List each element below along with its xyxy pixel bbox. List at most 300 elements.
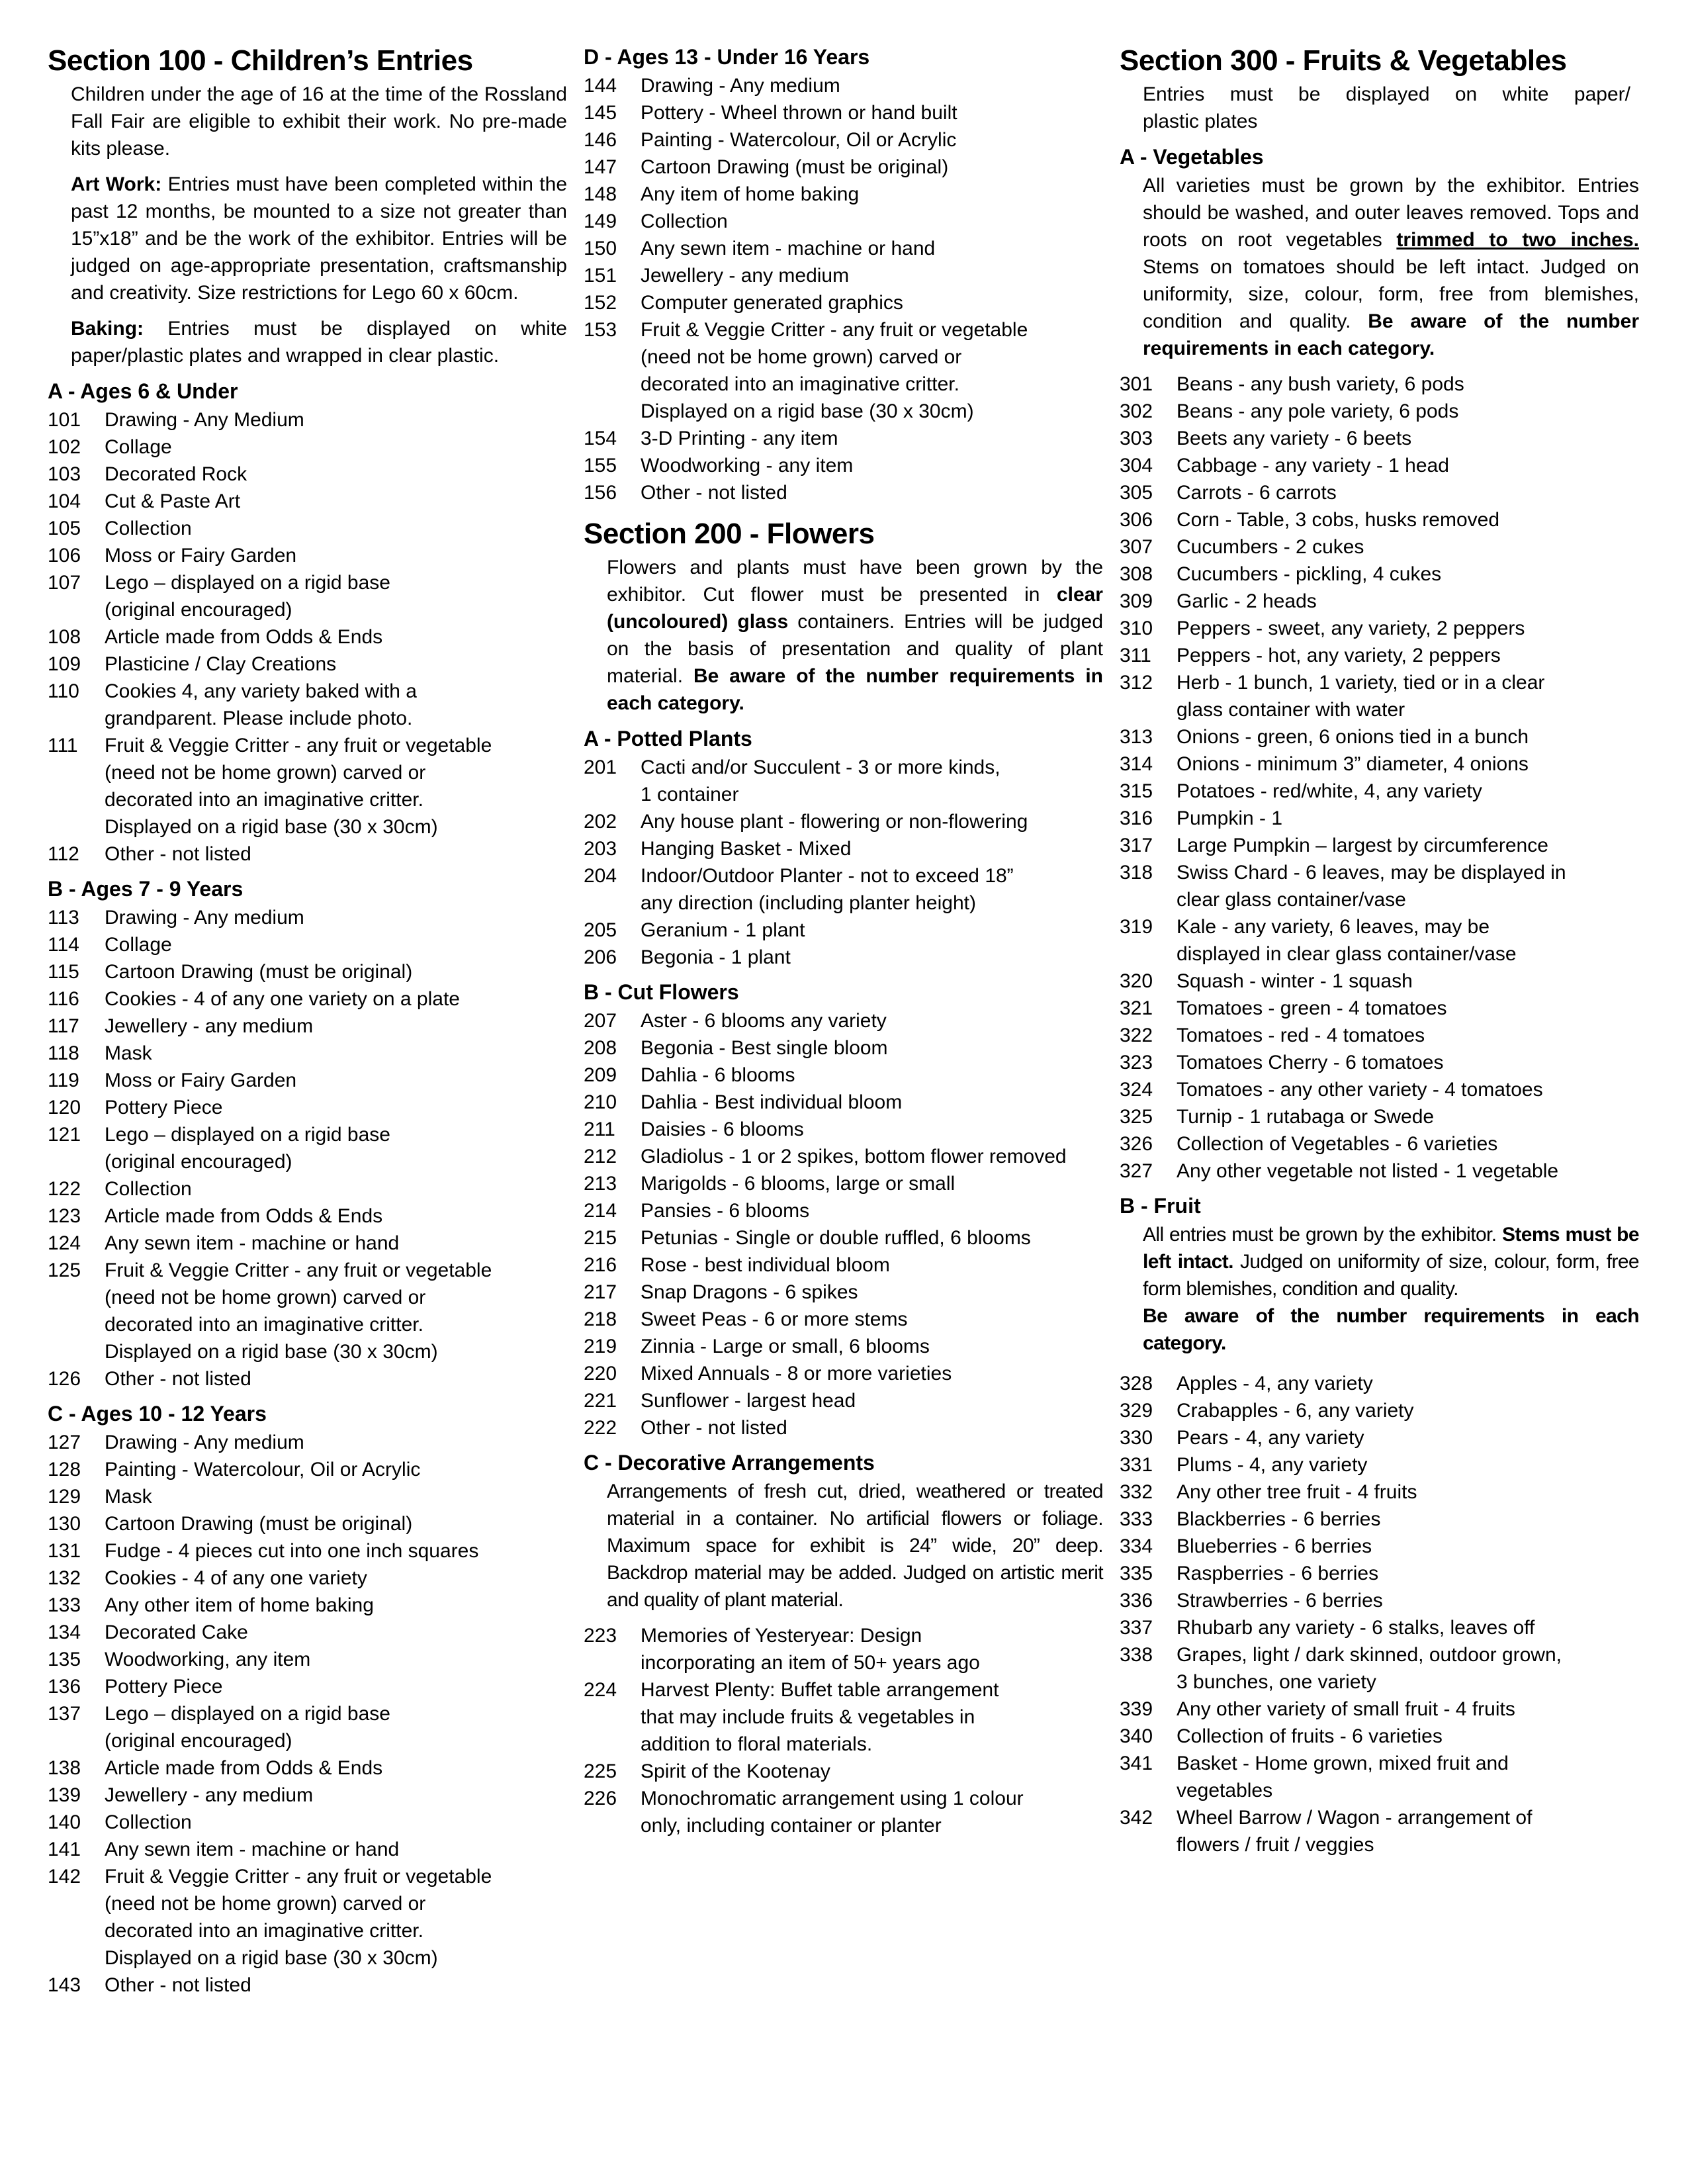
catalog-item <box>584 1170 1103 1197</box>
catalog-item <box>48 1230 567 1257</box>
item-text: Collection of Vegetables - 6 varieties <box>1177 1133 1498 1155</box>
catalog-item <box>1120 995 1639 1022</box>
catalog-item <box>1120 1130 1639 1158</box>
item-number: 116 <box>48 988 79 1010</box>
item-number: 136 <box>48 1676 81 1698</box>
item-number: 209 <box>584 1064 617 1086</box>
catalog-item <box>48 406 567 433</box>
item-list <box>48 1429 567 1999</box>
paragraph-run: Stems must be left intact. <box>1143 1224 1639 1273</box>
catalog-item <box>584 1785 1103 1839</box>
item-number: 150 <box>584 238 617 259</box>
item-text: Cartoon Drawing (must be original) <box>105 1513 413 1535</box>
item-number: 342 <box>1120 1807 1153 1829</box>
item-text: Dahlia - Best individual bloom <box>641 1091 903 1113</box>
paragraph-run: Stems on tomatoes should be left intact. Judged on uniformity, size, colour, form, free from blemishes, condition and quality. <box>1143 256 1639 332</box>
item-number: 310 <box>1120 617 1153 639</box>
item-list <box>48 904 567 1392</box>
catalog-item <box>48 1365 567 1392</box>
item-number: 125 <box>48 1259 81 1281</box>
catalog-item <box>584 479 1103 506</box>
item-number: 308 <box>1120 563 1153 585</box>
paragraph-run: clear (uncoloured) glass <box>607 584 1103 633</box>
item-list <box>1120 1370 1639 1858</box>
paragraph <box>1120 81 1639 135</box>
paragraph-run: Children under the age of 16 at the time of the Rossland Fall Fair are eligible to exhibit their work. No pre-made kits please. <box>71 83 567 159</box>
item-text: Mask <box>105 1486 152 1508</box>
item-text: Tomatoes Cherry - 6 tomatoes <box>1177 1052 1444 1073</box>
catalog-item <box>584 754 1103 808</box>
item-number: 112 <box>48 843 79 865</box>
item-number: 143 <box>48 1974 81 1996</box>
item-number: 306 <box>1120 509 1153 531</box>
item-number: 305 <box>1120 482 1153 504</box>
catalog-item <box>48 1836 567 1863</box>
item-text: Cut & Paste Art <box>105 490 241 512</box>
catalog-item <box>1120 452 1639 479</box>
item-number: 337 <box>1120 1617 1153 1639</box>
item-number: 211 <box>584 1118 615 1140</box>
paragraph-run: plastic plates <box>1143 111 1258 132</box>
catalog-item <box>1120 1451 1639 1479</box>
item-text: Cartoon Drawing (must be original) <box>641 156 949 178</box>
item-text: Strawberries - 6 berries <box>1177 1590 1383 1612</box>
catalog-item <box>584 1116 1103 1143</box>
item-number: 338 <box>1120 1644 1153 1666</box>
item-text: Collection <box>105 1811 192 1833</box>
item-number: 215 <box>584 1227 617 1249</box>
item-text: Wheel Barrow / Wagon - arrangement of flowers / fruit / veggies <box>1177 1807 1533 1856</box>
item-text: Plasticine / Clay Creations <box>105 653 337 675</box>
catalog-item <box>1120 1750 1639 1804</box>
item-text: Cucumbers - pickling, 4 cukes <box>1177 563 1442 585</box>
item-number: 313 <box>1120 726 1153 748</box>
item-number: 330 <box>1120 1427 1153 1449</box>
item-text: Lego – displayed on a rigid base (original encouraged) <box>105 572 390 621</box>
item-text: Other - not listed <box>105 1974 251 1996</box>
catalog-item <box>48 1121 567 1175</box>
catalog-item <box>48 1592 567 1619</box>
item-text: Any other tree fruit - 4 fruits <box>1177 1481 1417 1503</box>
catalog-item <box>584 1758 1103 1785</box>
catalog-item <box>48 488 567 515</box>
item-text: Cacti and/or Succulent - 3 or more kinds, 1 container <box>641 756 1001 805</box>
item-number: 117 <box>48 1015 79 1037</box>
item-text: Article made from Odds & Ends <box>105 626 383 648</box>
item-number: 145 <box>584 102 617 124</box>
item-text: Potatoes - red/white, 4, any variety <box>1177 780 1482 802</box>
category-heading: D - Ages 13 - Under 16 Years <box>584 45 870 69</box>
item-number: 303 <box>1120 428 1153 449</box>
item-text: Swiss Chard - 6 leaves, may be displayed in clear glass container/vase <box>1177 862 1566 911</box>
item-text: Tomatoes - any other variety - 4 tomatoes <box>1177 1079 1543 1101</box>
item-number: 153 <box>584 319 617 341</box>
catalog-item <box>1120 1560 1639 1587</box>
catalog-item <box>48 542 567 569</box>
item-number: 118 <box>48 1042 79 1064</box>
paragraph-run: Baking: <box>71 318 168 340</box>
item-text: Peppers - hot, any variety, 2 peppers <box>1177 645 1501 666</box>
item-number: 203 <box>584 838 617 860</box>
item-number: 156 <box>584 482 617 504</box>
catalog-item <box>48 1537 567 1565</box>
item-number: 314 <box>1120 753 1153 775</box>
catalog-item <box>1120 1479 1639 1506</box>
item-number: 205 <box>584 919 617 941</box>
paragraph-run: All entries must be grown by the exhibitor. <box>1143 1224 1502 1246</box>
catalog-item <box>584 1622 1103 1676</box>
item-number: 312 <box>1120 672 1153 694</box>
item-number: 134 <box>48 1621 81 1643</box>
catalog-item <box>48 1040 567 1067</box>
paragraph <box>48 171 567 306</box>
paragraph <box>1120 1221 1639 1357</box>
item-text: Turnip - 1 rutabaga or Swede <box>1177 1106 1435 1128</box>
item-text: Fruit & Veggie Critter - any fruit or vegetable (need not be home grown) carved or decorated into an imaginative critter. Displayed on a rigid base (30 x 30cm) <box>105 735 492 838</box>
category-heading: C - Ages 10 - 12 Years <box>48 1402 267 1426</box>
catalog-item <box>1120 1696 1639 1723</box>
item-list <box>584 1007 1103 1441</box>
item-text: Rose - best individual bloom <box>641 1254 890 1276</box>
catalog-item <box>1120 1370 1639 1397</box>
item-text: Blueberries - 6 berries <box>1177 1535 1372 1557</box>
item-text: Aster - 6 blooms any variety <box>641 1010 887 1032</box>
catalog-item <box>584 1062 1103 1089</box>
item-number: 122 <box>48 1178 81 1200</box>
catalog-item <box>48 1972 567 1999</box>
item-text: Pottery Piece <box>105 1097 223 1118</box>
item-number: 149 <box>584 210 617 232</box>
catalog-item <box>48 931 567 958</box>
paragraph <box>1120 172 1639 362</box>
catalog-item <box>48 678 567 732</box>
item-text: Blackberries - 6 berries <box>1177 1508 1381 1530</box>
item-text: Snap Dragons - 6 spikes <box>641 1281 858 1303</box>
item-number: 316 <box>1120 807 1153 829</box>
item-number: 307 <box>1120 536 1153 558</box>
item-number: 147 <box>584 156 617 178</box>
item-number: 220 <box>584 1363 617 1385</box>
catalog-item <box>584 1034 1103 1062</box>
item-text: Spirit of the Kootenay <box>641 1760 830 1782</box>
item-text: Squash - winter - 1 squash <box>1177 970 1413 992</box>
item-text: Any other vegetable not listed - 1 vegetable <box>1177 1160 1559 1182</box>
catalog-item <box>48 1809 567 1836</box>
category-heading: C - Decorative Arrangements <box>584 1451 875 1475</box>
item-text: Other - not listed <box>641 1417 787 1439</box>
item-text: Geranium - 1 plant <box>641 919 805 941</box>
item-number: 213 <box>584 1173 617 1195</box>
item-text: Monochromatic arrangement using 1 colour only, including container or planter <box>641 1788 1024 1837</box>
catalog-item <box>48 1456 567 1483</box>
catalog-item <box>48 569 567 623</box>
category-heading: A - Potted Plants <box>584 727 752 751</box>
item-text: Plums - 4, any variety <box>1177 1454 1368 1476</box>
item-number: 326 <box>1120 1133 1153 1155</box>
item-number: 126 <box>48 1368 81 1390</box>
item-number: 206 <box>584 946 617 968</box>
catalog-item <box>1120 425 1639 452</box>
item-number: 331 <box>1120 1454 1153 1476</box>
catalog-item <box>48 515 567 542</box>
item-number: 216 <box>584 1254 617 1276</box>
catalog-item <box>48 904 567 931</box>
catalog-item <box>48 1646 567 1673</box>
item-text: Begonia - 1 plant <box>641 946 791 968</box>
category-heading: B - Fruit <box>1120 1194 1201 1218</box>
catalog-item <box>584 1306 1103 1333</box>
catalog-item <box>584 1251 1103 1279</box>
category-heading: A - Vegetables <box>1120 145 1264 169</box>
catalog-item <box>1120 1614 1639 1641</box>
item-number: 219 <box>584 1336 617 1357</box>
item-number: 128 <box>48 1459 81 1480</box>
catalog-item <box>584 316 1103 425</box>
item-number: 302 <box>1120 400 1153 422</box>
item-number: 127 <box>48 1432 81 1453</box>
catalog-item <box>1120 832 1639 859</box>
item-number: 133 <box>48 1594 81 1616</box>
paragraph <box>48 315 567 369</box>
catalog-item <box>1120 1049 1639 1076</box>
catalog-item <box>1120 479 1639 506</box>
item-text: Marigolds - 6 blooms, large or small <box>641 1173 956 1195</box>
column-3 <box>1120 44 1639 1999</box>
catalog-item <box>1120 615 1639 642</box>
item-text: Raspberries - 6 berries <box>1177 1563 1379 1584</box>
item-text: Crabapples - 6, any variety <box>1177 1400 1414 1422</box>
item-text: Moss or Fairy Garden <box>105 1069 297 1091</box>
item-number: 104 <box>48 490 81 512</box>
item-text: Apples - 4, any variety <box>1177 1373 1373 1394</box>
item-list <box>584 754 1103 971</box>
item-text: Sunflower - largest head <box>641 1390 856 1412</box>
catalog-item <box>1120 533 1639 561</box>
paragraph-run: containers. Entries will be judged on the basis of presentation and quality of plant material. <box>607 611 1103 687</box>
item-text: Article made from Odds & Ends <box>105 1205 383 1227</box>
item-text: 3-D Printing - any item <box>641 428 838 449</box>
item-text: Moss or Fairy Garden <box>105 545 297 567</box>
item-text: Sweet Peas - 6 or more stems <box>641 1308 908 1330</box>
catalog-item <box>584 181 1103 208</box>
item-number: 311 <box>1120 645 1151 666</box>
paragraph-run: Flowers and plants must have been grown by the exhibitor. Cut flower must be presented in <box>607 557 1103 606</box>
item-number: 322 <box>1120 1024 1153 1046</box>
catalog-item <box>1120 1424 1639 1451</box>
item-number: 222 <box>584 1417 617 1439</box>
item-number: 217 <box>584 1281 617 1303</box>
catalog-item <box>1120 398 1639 425</box>
catalog-item <box>584 235 1103 262</box>
item-text: Cookies - 4 of any one variety <box>105 1567 367 1589</box>
item-text: Daisies - 6 blooms <box>641 1118 804 1140</box>
item-number: 223 <box>584 1625 617 1647</box>
item-number: 105 <box>48 518 81 539</box>
item-text: Any item of home baking <box>641 183 860 205</box>
catalog-item <box>48 1619 567 1646</box>
catalog-item <box>1120 859 1639 913</box>
catalog-item <box>48 841 567 868</box>
item-text: Tomatoes - green - 4 tomatoes <box>1177 997 1447 1019</box>
item-text: Petunias - Single or double ruffled, 6 blooms <box>641 1227 1031 1249</box>
item-text: Mask <box>105 1042 152 1064</box>
catalog-item <box>1120 506 1639 533</box>
item-number: 137 <box>48 1703 81 1725</box>
catalog-item <box>584 1333 1103 1360</box>
catalog-item <box>584 1197 1103 1224</box>
catalog-item <box>48 623 567 651</box>
item-number: 108 <box>48 626 81 648</box>
catalog-item <box>584 262 1103 289</box>
catalog-item <box>48 1700 567 1754</box>
item-text: Computer generated graphics <box>641 292 903 314</box>
item-number: 210 <box>584 1091 617 1113</box>
item-number: 340 <box>1120 1725 1153 1747</box>
item-text: Woodworking, any item <box>105 1649 311 1670</box>
item-number: 318 <box>1120 862 1153 884</box>
item-number: 120 <box>48 1097 81 1118</box>
item-number: 319 <box>1120 916 1153 938</box>
catalog-item <box>1120 723 1639 751</box>
item-text: Other - not listed <box>641 482 787 504</box>
catalog-item <box>48 985 567 1013</box>
item-text: Collage <box>105 934 172 956</box>
item-text: Pumpkin - 1 <box>1177 807 1283 829</box>
catalog-item <box>584 917 1103 944</box>
item-text: Jewellery - any medium <box>105 1015 314 1037</box>
item-text: Cabbage - any variety - 1 head <box>1177 455 1449 477</box>
item-text: Zinnia - Large or small, 6 blooms <box>641 1336 930 1357</box>
item-number: 102 <box>48 436 81 458</box>
catalog-item <box>1120 1022 1639 1049</box>
paragraph-run: trimmed to two inches. <box>1396 229 1639 251</box>
item-text: Other - not listed <box>105 1368 251 1390</box>
section-title: Section 300 - Fruits & Vegetables <box>1120 44 1567 77</box>
item-number: 325 <box>1120 1106 1153 1128</box>
paragraph <box>48 81 567 162</box>
item-number: 304 <box>1120 455 1153 477</box>
item-text: Any sewn item - machine or hand <box>105 1232 400 1254</box>
item-number: 146 <box>584 129 617 151</box>
item-number: 106 <box>48 545 81 567</box>
item-number: 129 <box>48 1486 81 1508</box>
catalog-item <box>1120 1641 1639 1696</box>
item-number: 202 <box>584 811 617 833</box>
catalog-item <box>584 944 1103 971</box>
catalog-item <box>1120 1804 1639 1858</box>
item-number: 140 <box>48 1811 81 1833</box>
item-text: Any sewn item - machine or hand <box>641 238 936 259</box>
item-number: 329 <box>1120 1400 1153 1422</box>
item-text: Cookies - 4 of any one variety on a plate <box>105 988 460 1010</box>
item-text: Cartoon Drawing (must be original) <box>105 961 413 983</box>
catalog-item <box>584 1676 1103 1758</box>
item-number: 131 <box>48 1540 81 1562</box>
item-text: Harvest Plenty: Buffet table arrangement that may include fruits & vegetables in addition to floral materials. <box>641 1679 999 1755</box>
item-text: Onions - green, 6 onions tied in a bunch <box>1177 726 1529 748</box>
catalog-item <box>1120 588 1639 615</box>
item-number: 212 <box>584 1146 617 1167</box>
item-number: 218 <box>584 1308 617 1330</box>
item-text: Tomatoes - red - 4 tomatoes <box>1177 1024 1425 1046</box>
item-text: Pottery Piece <box>105 1676 223 1698</box>
item-number: 107 <box>48 572 81 594</box>
item-number: 207 <box>584 1010 617 1032</box>
item-text: Collection <box>105 1178 192 1200</box>
item-text: Kale - any variety, 6 leaves, may be displayed in clear glass container/vase <box>1177 916 1517 965</box>
item-text: Jewellery - any medium <box>105 1784 314 1806</box>
catalog-item <box>48 433 567 461</box>
item-text: Fruit & Veggie Critter - any fruit or vegetable (need not be home grown) carved or decorated into an imaginative critter. Displayed on a rigid base (30 x 30cm) <box>105 1259 492 1363</box>
item-text: Large Pumpkin – largest by circumference <box>1177 835 1548 856</box>
catalog-item <box>48 1203 567 1230</box>
item-number: 114 <box>48 934 79 956</box>
item-text: Onions - minimum 3” diameter, 4 onions <box>1177 753 1529 775</box>
item-text: Garlic - 2 heads <box>1177 590 1317 612</box>
item-list <box>48 406 567 868</box>
item-number: 113 <box>48 907 79 929</box>
item-text: Any other item of home baking <box>105 1594 374 1616</box>
catalog-item <box>584 1279 1103 1306</box>
item-text: Pears - 4, any variety <box>1177 1427 1364 1449</box>
item-text: Decorated Cake <box>105 1621 248 1643</box>
item-number: 115 <box>48 961 79 983</box>
item-text: Cookies 4, any variety baked with a grandparent. Please include photo. <box>105 680 417 729</box>
catalog-item <box>1120 1723 1639 1750</box>
item-text: Lego – displayed on a rigid base (original encouraged) <box>105 1703 390 1752</box>
item-text: Painting - Watercolour, Oil or Acrylic <box>641 129 957 151</box>
catalog-item <box>48 958 567 985</box>
item-number: 332 <box>1120 1481 1153 1503</box>
item-text: Collage <box>105 436 172 458</box>
catalog-item <box>48 1257 567 1365</box>
item-number: 339 <box>1120 1698 1153 1720</box>
catalog-item <box>48 1094 567 1121</box>
catalog-item <box>1120 913 1639 968</box>
paragraph-run: Art Work: <box>71 173 168 195</box>
item-number: 221 <box>584 1390 617 1412</box>
item-text: Jewellery - any medium <box>641 265 850 287</box>
catalog-item <box>1120 1397 1639 1424</box>
catalog-item <box>48 1673 567 1700</box>
item-text: Any house plant - flowering or non-flowering <box>641 811 1028 833</box>
item-text: Grapes, light / dark skinned, outdoor grown, 3 bunches, one variety <box>1177 1644 1562 1693</box>
item-text: Collection <box>105 518 192 539</box>
item-text: Beets any variety - 6 beets <box>1177 428 1412 449</box>
catalog-item <box>1120 1158 1639 1185</box>
catalog-item <box>1120 1506 1639 1533</box>
catalog-item <box>584 154 1103 181</box>
catalog-item <box>48 1067 567 1094</box>
column-2 <box>584 44 1103 1999</box>
item-text: Fruit & Veggie Critter - any fruit or vegetable (need not be home grown) carved or decorated into an imaginative critter. Displayed on a rigid base (30 x 30cm) <box>105 1866 492 1969</box>
catalog-item <box>48 1565 567 1592</box>
catalog-item <box>48 1863 567 1972</box>
category-heading: A - Ages 6 & Under <box>48 379 238 403</box>
item-number: 224 <box>584 1679 617 1701</box>
item-number: 111 <box>48 735 78 756</box>
item-text: Any sewn item - machine or hand <box>105 1839 400 1860</box>
section-title: Section 100 - Children’s Entries <box>48 44 473 77</box>
catalog-item <box>1120 968 1639 995</box>
catalog-item <box>48 1754 567 1782</box>
item-text: Woodworking - any item <box>641 455 854 477</box>
column-1 <box>48 44 567 1999</box>
item-number: 101 <box>48 409 81 431</box>
catalog-item <box>584 452 1103 479</box>
item-list <box>584 72 1103 506</box>
item-number: 132 <box>48 1567 81 1589</box>
